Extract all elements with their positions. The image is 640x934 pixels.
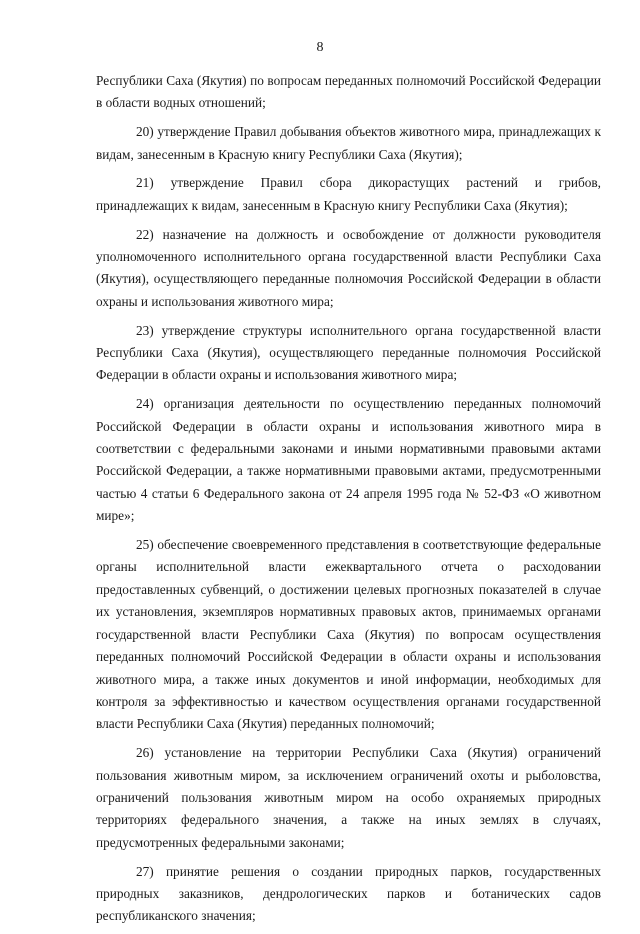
- paragraph-item-24: 24) организация деятельности по осуществлению переданных полномочий Российской Федерации в области охраны и использования животного мира в соответствии с федеральными законами и иными нормативными правовыми актами Российской Федерации, а также нормативными правовыми актами, предусмотренными частью 4 статьи 6 Федерального закона от 24 апреля 1995 года № 52-ФЗ «О животном мире»;: [96, 396, 601, 524]
- paragraph-item-25: 25) обеспечение своевременного представления в соответствующие федеральные органы исполнительной власти ежеквартального отчета о расходовании предоставленных субвенций, о достижении целевых прогнозных показателей в случае их установления, экземпляров нормативных правовых актов, принимаемых органами государственной власти Республики Саха (Якутия) по вопросам осуществления переданных полномочий Российской Федерации в области охраны и использования животного мира, а также иных документов и иной информации, необходимых для контроля за эффективностью и качеством осуществления органами государственной власти Республики Саха (Якутия) переданных полномочий;: [96, 537, 601, 732]
- paragraph-item-21: 21) утверждение Правил сбора дикорастущих растений и грибов, принадлежащих к видам, занесенным в Красную книгу Республики Саха (Якутия);: [96, 175, 601, 213]
- paragraph-item-23: 23) утверждение структуры исполнительного органа государственной власти Республики Саха (Якутия), осуществляющего переданные полномочия Российской Федерации в области охраны и использования животного мира;: [96, 322, 601, 383]
- paragraph-item-26: 26) установление на территории Республики Саха (Якутия) ограничений пользования животным миром, за исключением ограничений охоты и рыболовства, ограничений пользования животным миром на особо охраняемых природных территориях федерального значения, а также на иных землях в случаях, предусмотренных федеральными законами;: [96, 745, 601, 850]
- paragraph-continuation: Республики Саха (Якутия) по вопросам переданных полномочий Российской Федерации в области водных отношений;: [96, 73, 601, 111]
- document-body: [96, 70, 601, 934]
- paragraph-item-20: 20) утверждение Правил добывания объектов животного мира, принадлежащих к видам, занесенным в Красную книгу Республики Саха (Якутия);: [96, 124, 601, 162]
- paragraph-item-27: 27) принятие решения о создании природных парков, государственных природных заказников, дендрологических парков и ботанических садов республиканского значения;: [96, 863, 601, 924]
- paragraph-item-22: 22) назначение на должность и освобождение от должности руководителя уполномоченного исполнительного органа государственной власти Республики Саха (Якутия), осуществляющего переданные полномочия Российской Федерации в области охраны и использования животного мира;: [96, 226, 601, 309]
- page-number: 8: [316, 40, 324, 55]
